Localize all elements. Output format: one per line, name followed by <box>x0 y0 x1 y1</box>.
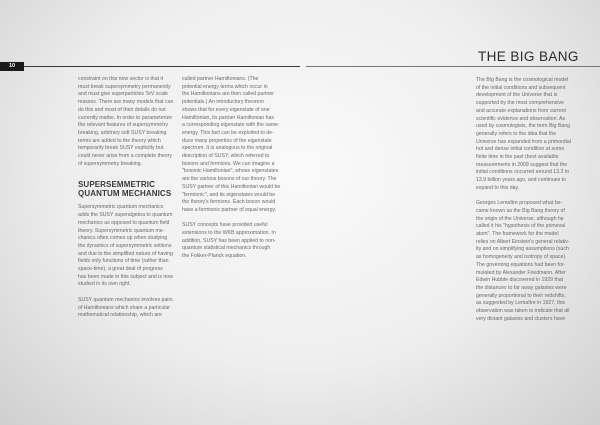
text-line: fields only functions of time (rather than <box>78 258 169 265</box>
page-number: 10 <box>0 62 24 71</box>
text-line: do this and most of their details do not <box>78 106 166 113</box>
text-line: Universe has expanded from a primordial <box>476 138 571 145</box>
text-line: masses. There are many models that can <box>78 99 174 106</box>
body-paragraph <box>476 200 580 323</box>
text-line: could never arise from a complete theory <box>78 153 172 160</box>
text-line: bosons and fermions. We can imagine a <box>182 160 275 167</box>
text-line: of the initial conditions and subsequent <box>476 84 566 91</box>
text-line: addition, SUSY has been applied to non- <box>182 237 276 244</box>
text-line: constraint on this new sector is that it <box>78 76 164 82</box>
text-line: the origin of the Universe, although he <box>476 215 564 222</box>
text-line: potential energy terms which occur in <box>182 83 268 90</box>
text-line: chanics often comes up when studying <box>78 235 168 242</box>
text-line: generally refers to the idea that the <box>476 130 557 137</box>
text-line: energy. This fact can be exploited to de- <box>182 129 274 136</box>
text-line: used by cosmologists, the term Big Bang <box>476 123 570 130</box>
text-line: studied in its own right. <box>78 281 131 288</box>
text-line: has been made in this subject and is now <box>78 273 173 280</box>
text-line: quantum statistical mechanics through <box>182 245 271 252</box>
text-line: The governing equations had been for- <box>476 261 566 268</box>
text-line: currently matter. In order to parameterize <box>78 114 172 121</box>
text-line: and must give superparticles TeV scale <box>78 91 168 98</box>
text-line: spectrum. It is analogous to the original <box>182 145 273 152</box>
text-line: extensions to the WKB approximation. In <box>182 230 276 237</box>
text-line: mechanics as opposed to quantum field <box>78 219 170 226</box>
body-paragraph <box>182 222 286 261</box>
text-line: are the various bosons of our theory. The <box>182 176 277 183</box>
text-line: SUSY partner of this Hamiltonian would be <box>182 183 281 190</box>
body-paragraph <box>78 204 182 289</box>
text-line: generally proportional to their redshifts, <box>476 292 566 299</box>
section-heading-line-1: SUPERSEMMETRIC <box>78 180 155 190</box>
text-line: potentials.) An introductory theorem <box>182 99 264 106</box>
right-page-rule <box>306 66 600 67</box>
text-line: "fermionic", and its eigenstates would be <box>182 191 276 198</box>
text-line: initial conditions occurred around 13.3 to <box>476 169 570 176</box>
text-line: supported by the most comprehensive <box>476 100 564 107</box>
left-page-rule <box>0 66 300 67</box>
text-line: of Hamiltonians which share a particular <box>78 304 170 311</box>
text-line: as suggested by Lemaître in 1927, this <box>476 300 566 307</box>
text-line: terms are added to the theory which <box>78 137 161 144</box>
text-line: the Fokker-Planck equation. <box>182 253 247 260</box>
text-line: very distant galaxies and clusters have <box>476 315 566 322</box>
text-line: atom". The framework for the model <box>476 231 559 238</box>
text-line: hot and dense initial condition at some <box>476 146 565 153</box>
text-line: The Big Bang is the cosmological model <box>476 77 569 83</box>
text-line: mulated by Alexander Friedmann. After <box>476 269 566 276</box>
text-line: have a fermionic partner of equal energy. <box>182 206 277 213</box>
text-line: Supersymmetric quantum mechanics <box>78 204 164 211</box>
text-line: expand to this day. <box>476 184 520 191</box>
text-line: finite time in the past (best available <box>476 154 559 161</box>
text-line: scientific evidence and observation. As <box>476 115 566 122</box>
text-line: the Hamiltonians are then called partner <box>182 91 274 98</box>
text-line: Edwin Hubble discovered in 1929 that <box>476 277 564 284</box>
text-line: description of SUSY, which referred to <box>182 153 270 160</box>
left-column-1 <box>78 76 182 328</box>
text-line: and due to the simplified nature of having <box>78 250 173 257</box>
text-line: space-time), a great deal of progress <box>78 266 163 273</box>
body-paragraph <box>78 297 182 320</box>
text-line: duce many properties of the eigenstate <box>182 137 272 144</box>
text-line: "bosonic Hamiltonian", whose eigenstates <box>182 168 279 175</box>
text-line: adds the SUSY superalgebra to quantum <box>78 212 173 219</box>
text-line: mathematical relationship, which are <box>78 312 162 319</box>
text-line: came known as the Big Bang theory of <box>476 207 565 214</box>
text-line: called partner Hamiltonians. (The <box>182 76 259 82</box>
left-column-2 <box>182 76 286 269</box>
section-heading <box>78 180 182 198</box>
text-line: breaking, arbitrary soft SUSY breaking <box>78 129 167 136</box>
text-line: the relevant features of supersymmetry <box>78 122 168 129</box>
body-paragraph <box>182 76 286 215</box>
right-column <box>476 77 580 331</box>
text-line: theory. Supersymmetric quantum me- <box>78 227 165 234</box>
text-line: SUSY concepts have provided useful <box>182 222 268 229</box>
text-line: as homogeneity and isotropy of space). <box>476 254 567 261</box>
text-line: a corresponding eigenstate with the same <box>182 122 279 129</box>
text-line: measurements in 2009 suggest that the <box>476 161 568 168</box>
text-line: observation was taken to indicate that all <box>476 308 570 315</box>
text-line: of supersymmetry breaking. <box>78 160 143 167</box>
text-line: relies on Albert Einstein's general relativ- <box>476 238 570 245</box>
text-line: and accurate explanations from current <box>476 107 566 114</box>
text-line: called it his "hypothesis of the primeval <box>476 223 566 230</box>
text-line: temporarily break SUSY explicitly but <box>78 145 164 152</box>
text-line: shows that for every eigenstate of one <box>182 106 270 113</box>
text-line: Hamiltonian, its partner Hamiltonian has <box>182 114 274 121</box>
intro-paragraph <box>78 76 182 168</box>
text-line: SUSY quantum mechanics involves pairs <box>78 296 173 303</box>
text-line: the dynamics of supersymmetric solitons <box>78 242 172 249</box>
text-line: the distances to far away galaxies were <box>476 284 567 291</box>
body-paragraph <box>476 77 580 193</box>
text-line: 13.9 billion years ago, and continues to <box>476 177 566 184</box>
text-line: ity and on simplifying assumptions (such <box>476 246 569 253</box>
page-title: THE BIG BANG <box>478 49 579 64</box>
text-line: the theory's fermions. Each boson would <box>182 199 276 206</box>
section-heading-line-2: QUANTUM MECHANICS <box>78 189 172 199</box>
text-line: Georges Lemaître proposed what be- <box>476 200 563 207</box>
text-line: development of the Universe that is <box>476 92 558 99</box>
text-line: must break supersymmetry permanently <box>78 83 171 90</box>
